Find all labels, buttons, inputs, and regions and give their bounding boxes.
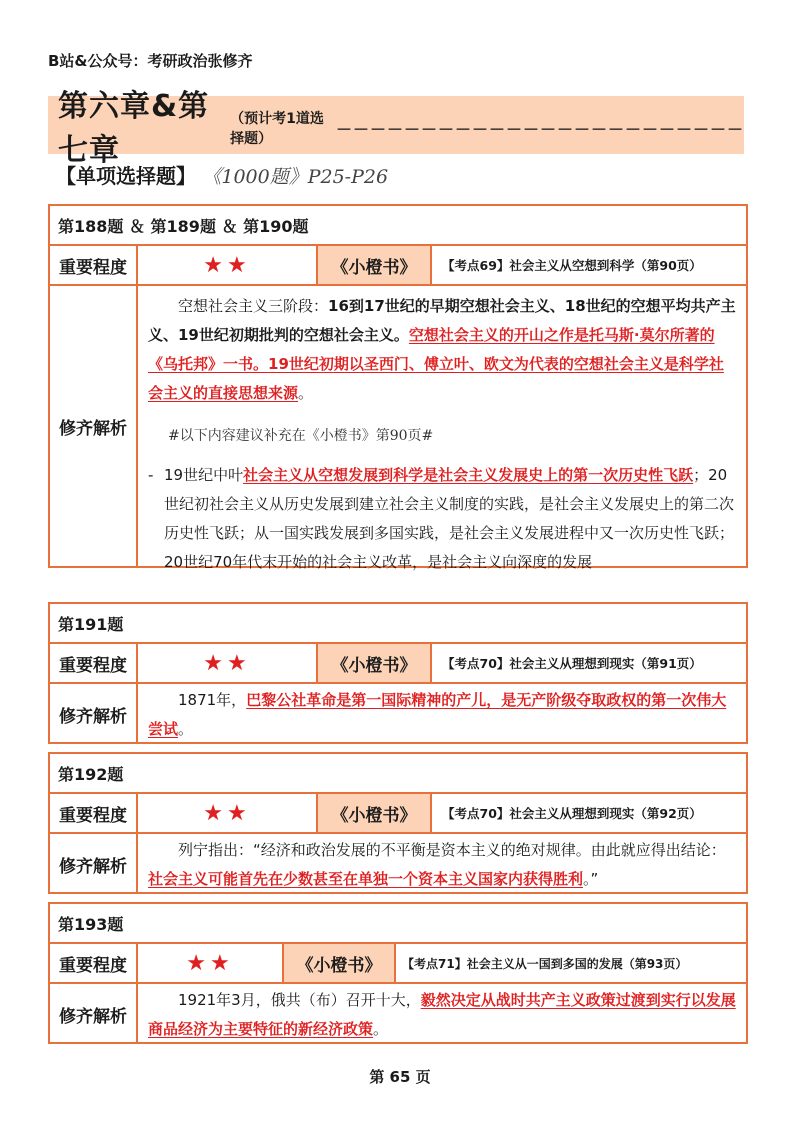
analysis-row: [50, 284, 746, 571]
question-title: 第192题: [58, 764, 124, 784]
highlighted-text: 巴黎公社革命是第一国际精神的产儿，是无产阶级夺取政权的第一次伟大尝试: [148, 691, 727, 738]
text-span: ；20世纪初社会主义从历史发展到建立社会主义制度的实践，是社会主义发展史上的第二次历史性飞跃；从一国实践发展到多国实践，是社会主义发展进程中又一次历史性飞跃；20世纪70年代末开始的社会主义改革，是社会主义向深度的发展: [164, 466, 735, 571]
analysis-paragraph: [148, 461, 736, 577]
analysis-row: [50, 682, 746, 744]
importance-row: [50, 792, 746, 832]
chapter-note: （预计考1道选择题）: [230, 111, 324, 147]
analysis-text: [138, 984, 746, 1044]
keypoint-label: 【考点69】社会主义从空想到科学（第90页）: [442, 258, 702, 273]
list-dash: -: [148, 466, 154, 484]
importance-stars: ★★: [138, 944, 284, 982]
source-label: B站&公众号：考研政治张修齐: [48, 52, 253, 70]
analysis-text: [138, 684, 746, 744]
question-title: 第188题 ＆ 第189题 ＆ 第190题: [58, 216, 309, 236]
analysis-row: [50, 832, 746, 894]
importance-label: 重要程度: [50, 794, 138, 832]
keypoint-label: 【考点71】社会主义从一国到多国的发展（第93页）: [402, 956, 688, 971]
question-card: [48, 204, 748, 571]
importance-label: 重要程度: [50, 944, 138, 982]
question-card: [48, 902, 748, 1044]
importance-stars: ★★: [138, 644, 318, 682]
analysis-text: [138, 834, 746, 894]
importance-row: [50, 244, 746, 284]
text-span: 。”: [583, 870, 599, 888]
chapter-header: [48, 89, 744, 168]
book-label: 《小橙书》: [284, 944, 396, 982]
importance-row: [50, 942, 746, 982]
analysis-label: 修齐解析: [50, 834, 138, 894]
book-label: 《小橙书》: [318, 794, 432, 832]
text-span: 空想社会主义三阶段：: [178, 297, 329, 315]
keypoint-label: 【考点70】社会主义从理想到现实（第92页）: [442, 806, 702, 821]
importance-stars: ★★: [138, 794, 318, 832]
text-span: 列宁指出：“经济和政治发展的不平衡是资本主义的绝对规律。由此就应得出结论：: [178, 841, 726, 859]
question-card: [48, 602, 748, 744]
chapter-title: 第六章&第七章: [58, 89, 210, 168]
handwritten-note: #以下内容建议补充在《小橙书》第90页#: [168, 428, 434, 444]
text-span: 1871年，: [178, 691, 247, 709]
importance-label: 重要程度: [50, 644, 138, 682]
highlighted-text: 毅然决定从战时共产主义政策过渡到实行以发展商品经济为主要特征的新经济政策: [148, 991, 736, 1038]
chapter-divider: －－－－－－－－－－－－－－－－－－－－－－－－: [335, 119, 744, 139]
text-span: 。: [178, 720, 194, 738]
bold-text: 16到17世纪的早期空想社会主义、18世纪的空想平均共产主义、19世纪初期批判的空想社会主义。: [148, 297, 736, 344]
analysis-paragraph: [148, 292, 736, 408]
importance-stars: ★★: [138, 246, 318, 284]
text-span: 19世纪中叶: [164, 466, 244, 484]
question-card: [48, 752, 748, 894]
importance-row: [50, 642, 746, 682]
highlighted-text: 空想社会主义的开山之作是托马斯·莫尔所著的《乌托邦》一书。19世纪初期以圣西门、傅立叶、欧文为代表的空想社会主义是科学社会主义的直接思想来源: [148, 326, 724, 402]
analysis-row: [50, 982, 746, 1044]
book-label: 《小橙书》: [318, 644, 432, 682]
page-number: 第 65 页: [369, 1068, 431, 1086]
question-title: 第191题: [58, 614, 124, 634]
analysis-label: 修齐解析: [50, 984, 138, 1044]
highlighted-text: 社会主义可能首先在少数甚至在单独一个资本主义国家内获得胜利: [148, 870, 584, 888]
section-reference: 《1000题》P25-P26: [202, 166, 389, 188]
analysis-text: [138, 286, 746, 571]
text-span: 。: [373, 1020, 389, 1038]
highlighted-text: 社会主义从空想发展到科学是社会主义发展史上的第一次历史性飞跃: [243, 466, 694, 484]
question-title: 第193题: [58, 914, 124, 934]
section-heading: [56, 160, 388, 189]
section-label: 【单项选择题】: [56, 164, 196, 188]
book-label: 《小橙书》: [318, 246, 432, 284]
analysis-label: 修齐解析: [50, 286, 138, 566]
analysis-label: 修齐解析: [50, 684, 138, 744]
importance-label: 重要程度: [50, 246, 138, 284]
text-span: 。: [298, 384, 314, 402]
keypoint-label: 【考点70】社会主义从理想到现实（第91页）: [442, 656, 702, 671]
text-span: 1921年3月，俄共（布）召开十大，: [178, 991, 421, 1009]
